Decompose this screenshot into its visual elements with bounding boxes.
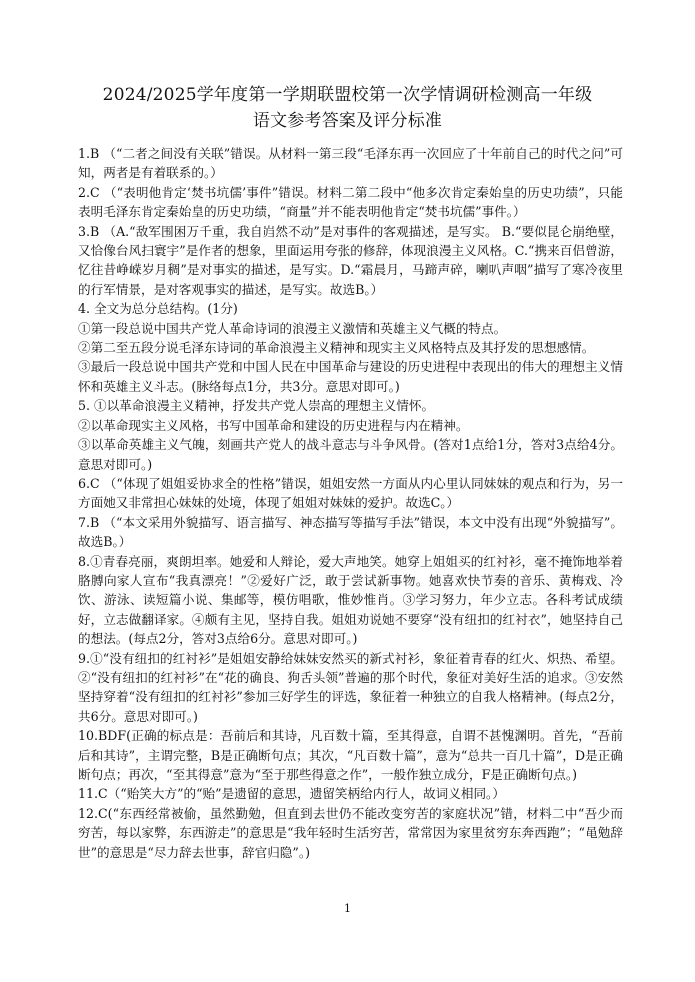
answer-q5-point2: ②以革命现实主义风格，书写中国革命和建设的历史进程与内在精神。: [78, 417, 469, 433]
answer-q5-point1: 5. ①以革命浪漫主义精神，抒发共产党人崇高的理想主义情怀。: [78, 398, 435, 414]
answer-q6: 6.C （“体现了姐姐妥协求全的性格”错误，姐姐安然一方面从内心里认同妹妹的观点和行为，另一方面她又非常担心妹妹的处境，体现了姐姐对妹妹的爱护。故选C。）: [78, 475, 623, 511]
answer-q3: 3.B （A.“敌军围困万千重，我自岿然不动”是对事件的客观描述，是写实。 B.“要似昆仑崩绝壁，又恰像台风扫寰宇”是作者的想象，里面运用夸张的修辞，体现浪漫主义风格。C.“携来百侣曾游，忆往昔峥嵘岁月稠”是对事实的描述，是写实。D.“霜晨月，马蹄声碎，喇叭声咽”描写了寒冷夜里的行军情景，是对客观事实的描述，是写实。故选B。）: [78, 223, 623, 297]
answer-q2: 2.C （“表明他肯定‘焚书坑儒’事件”错误。材料二第二段中“他多次肯定秦始皇的历史功绩”，只能表明毛泽东肯定秦始皇的历史功绩，“商量”并不能表明他肯定“焚书坑儒”事件。）: [78, 184, 623, 220]
answer-q4-point1: ①第一段总说中国共产党人革命诗词的浪漫主义激情和英雄主义气概的特点。: [78, 320, 507, 336]
answer-q4-point3: ③最后一段总说中国共产党和中国人民在中国革命与建设的历史进程中表现出的伟大的理想主义情怀和英雄主义斗志。(脉络每点1分，共3分。意思对即可。): [78, 359, 623, 394]
answer-body: [78, 144, 623, 862]
answer-q10: 10.BDF(正确的标点是：吾前后和其诗，凡百数十篇，至其得意，自谓不甚愧渊明。首先，“吾前后和其诗”，主谓完整，B是正确断句点；其次，“凡百数十篇”，意为“总共一百几十篇”，D是正确断句点；再次，“至其得意”意为“至于那些得意之作”，一般作独立成分，F是正确断句点。): [78, 728, 623, 782]
document-title: 2024/2025学年度第一学期联盟校第一次学情调研检测高一年级: [102, 85, 593, 105]
page-number: 1: [344, 902, 351, 915]
answer-q1: 1.B （“二者之间没有关联”错误。从材料一第三段“毛泽东再一次回应了十年前自己的时代之问”可知，两者是有着联系的。）: [78, 146, 623, 181]
answer-q4: 4. 全文为总分总结构。(1分): [78, 301, 238, 317]
answer-q7: 7.B （“本文采用外貌描写、语言描写、神态描写等描写手法”错误，本文中没有出现“外貌描写”。故选B。）: [78, 514, 623, 550]
answer-q9: 9.①“没有纽扣的红衬衫”是姐姐安静给妹妹安然买的新式衬衫，象征着青春的红火、炽热、希望。②“没有纽扣的红衬衫”在“花的确良、狗舌头领”普遍的那个时代，象征对美好生活的追求。③安然坚持穿着“没有纽扣的红衬衫”参加三好学生的评选，象征着一种独立的自我人格精神。(每点2分，共6分。意思对即可。): [78, 650, 623, 724]
answer-q5-point3: ③以革命英雄主义气魄，刻画共产党人的战斗意志与斗争风骨。(答对1点给1分，答对3点给4分。意思对即可。): [78, 437, 623, 472]
answer-q11: 11.C（“贻笑大方”的“贻”是遗留的意思，遗留笑柄给内行人，故词义相同。）: [78, 786, 505, 802]
answer-q4-point2: ②第二至五段分说毛泽东诗词的革命浪漫主义精神和现实主义风格特点及其抒发的思想感情。: [78, 340, 595, 356]
document-subtitle: 语文参考答案及评分标准: [252, 111, 443, 131]
answer-q8: 8.①青春亮丽，爽朗坦率。她爱和人辩论，爱大声地笑。她穿上姐姐买的红衬衫，毫不掩饰地举着胳膊向家人宣布“我真漂亮！”②爱好广泛，敢于尝试新事物。她喜欢快节奏的音乐、黄梅戏、冷饮、游泳、读短篇小说、集邮等，模仿唱歌，惟妙惟肖。③学习努力，年少立志。各科考试成绩好，立志做翻译家。④颇有主见，坚持自我。姐姐劝说她不要穿“没有纽扣的红衬衣”，她坚持自己的想法。(每点2分，答对3点给6分。意思对即可。): [78, 553, 623, 647]
answer-q12: 12.C(“东西经常被偷，虽然勤勉，但直到去世仍不能改变穷苦的家庭状况”错，材料二中“吾少而穷苦，每以家弊，东西游走”的意思是“我年轻时生活穷苦，常常因为家里贫穷东奔西跑”；“黾勉辞世”的意思是“尽力辞去世事，辞官归隐”。): [78, 805, 623, 860]
